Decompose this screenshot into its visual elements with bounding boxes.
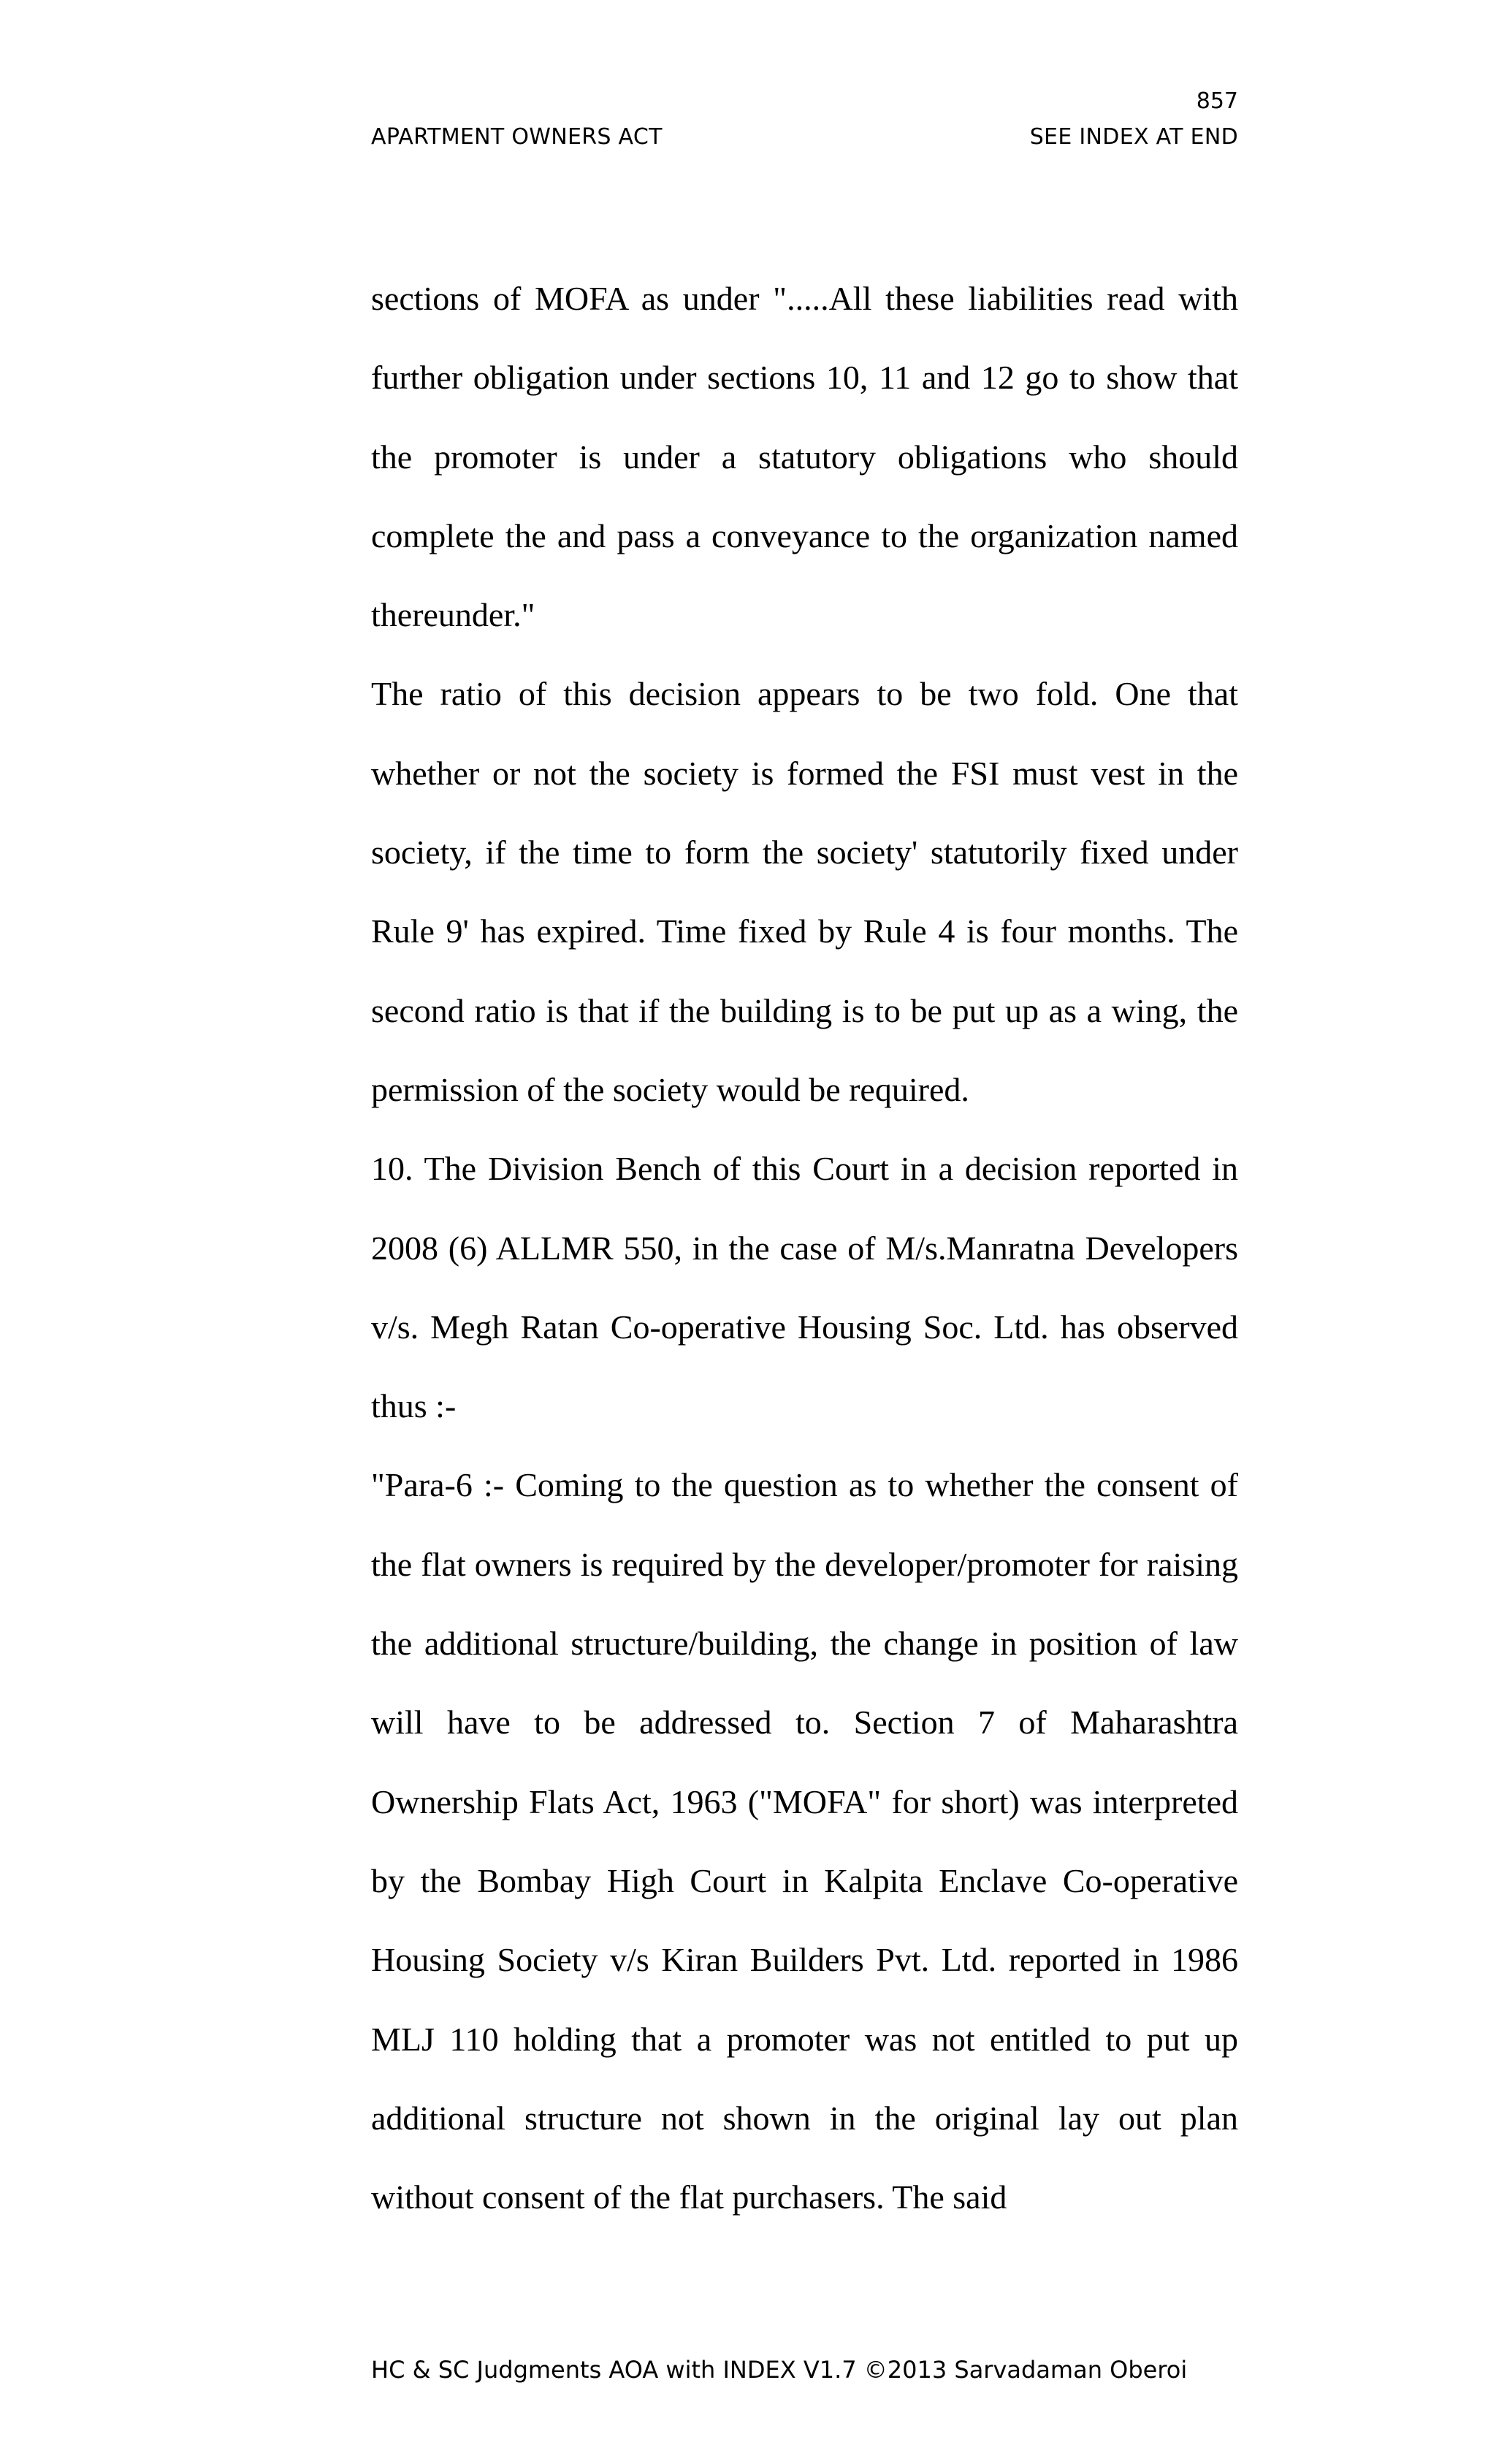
paragraph-mofa-quote: sections of MOFA as under ".....All these liabilities read with further obligation under sections 10, 11 and 12 go to show that the promoter is under a statutory obligations who should complete the and pass a conveyance to the organization named thereunder." <box>371 280 1238 634</box>
body-text <box>371 259 1238 2237</box>
paragraph-ratio: The ratio of this decision appears to be two fold. One that whether or not the society is formed the FSI must vest in the society, if the time to form the society' statutorily fixed under Rule 9' has expired. Time fixed by Rule 4 is four months. The second ratio is that if the building is to be put up as a wing, the permission of the society would be required. <box>371 675 1238 1108</box>
page-footer: HC & SC Judgments AOA with INDEX V1.7 ©2013 Sarvadaman Oberoi <box>371 2356 1188 2384</box>
paragraph-division-bench: 10. The Division Bench of this Court in a decision reported in 2008 (6) ALLMR 550, in the case of M/s.Manratna Developers v/s. Megh Ratan Co-operative Housing Soc. Ltd. has observed thus :- <box>371 1150 1238 1425</box>
page-number: 857 <box>1196 88 1238 114</box>
paragraph-para-6-quote: "Para-6 :- Coming to the question as to whether the consent of the flat owners is required by the developer/promoter for raising the additional structure/building, the change in position of law will have to be addressed to. Section 7 of Maharashtra Ownership Flats Act, 1963 ("MOFA" for short) was interpreted by the Bombay High Court in Kalpita Enclave Co-operative Housing Society v/s Kiran Builders Pvt. Ltd. reported in 1986 MLJ 110 holding that a promoter was not entitled to put up additional structure not shown in the original lay out plan without consent of the flat purchasers. The said <box>371 1466 1238 2216</box>
running-header-index-note: SEE INDEX AT END <box>1029 124 1238 150</box>
running-header-title: APARTMENT OWNERS ACT <box>371 124 663 150</box>
